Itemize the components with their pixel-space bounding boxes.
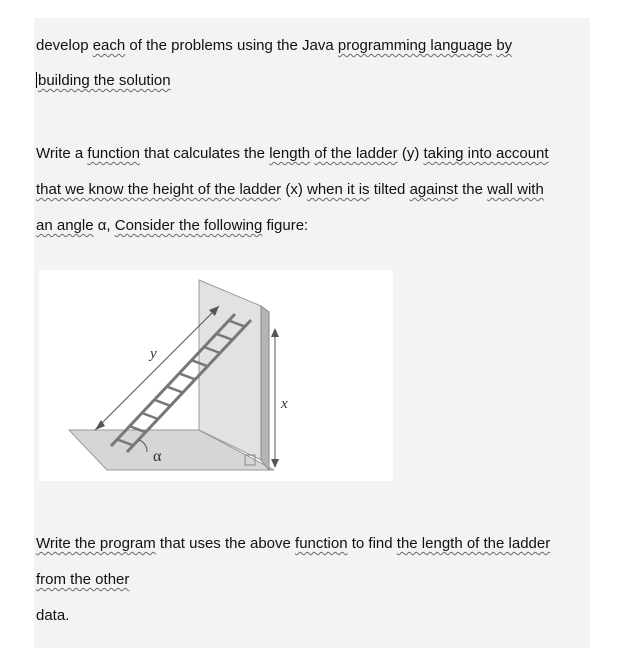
x-arrowhead-top [271,328,279,337]
text-run: Write a [36,145,88,162]
text-run: tilted [369,181,410,198]
intro-line-1 [36,37,512,54]
task-line-2 [36,181,544,198]
flagged-text-run: taking into account [423,145,549,162]
program-line-2 [36,571,129,588]
intro-line-2 [36,72,171,89]
flagged-text-run: that we know the height of the ladder [36,181,282,198]
text-run: of the problems using the Java [125,37,338,54]
flagged-text-run: against [409,181,458,198]
wall-shape [199,280,261,460]
flagged-text-run: from the other [36,571,130,588]
flagged-text-run: building the solution [38,72,171,89]
ladder-rung [142,413,158,419]
text-run: that uses the above [155,535,296,552]
wall-edge [261,306,269,470]
text-run: α, [93,217,115,234]
flagged-text-run: Consider the following [114,217,263,234]
x-arrowhead-bottom [271,459,279,468]
ladder-rung [154,400,170,406]
ladder-rung [179,373,195,379]
flagged-text-run: an angle [36,217,94,234]
ladder-figure [39,270,393,481]
label-y: y [150,346,157,362]
text-run: data. [36,607,70,624]
task-line-3 [36,217,308,234]
ladder-diagram [39,270,393,481]
flagged-text-run: of the ladder [314,145,398,162]
text-cursor [36,72,37,88]
program-line-3 [36,607,69,624]
flagged-text-run: function [295,535,348,552]
flagged-text-run: function [87,145,140,162]
flagged-text-run: Write the program [36,535,156,552]
flagged-text-run: length [269,145,311,162]
flagged-text-run: the length of the ladder [396,535,551,552]
text-run: (x) [281,181,307,198]
label-angle: α [153,448,162,465]
task-line-1 [36,145,549,162]
program-line-1 [36,535,550,552]
text-run: figure: [262,217,309,234]
text-run: develop [36,37,89,54]
text-run: that calculates the [139,145,270,162]
flagged-text-run: when it is [307,181,370,198]
flagged-text-run: each [92,37,126,54]
text-run: the [457,181,488,198]
label-x: x [281,396,288,412]
ladder-rung [167,387,183,393]
flagged-text-run: by [496,37,513,54]
flagged-text-run: wall with [487,181,544,198]
text-run: (y) [397,145,424,162]
flagged-text-run: programming language [337,37,493,54]
text-run: to find [347,535,397,552]
